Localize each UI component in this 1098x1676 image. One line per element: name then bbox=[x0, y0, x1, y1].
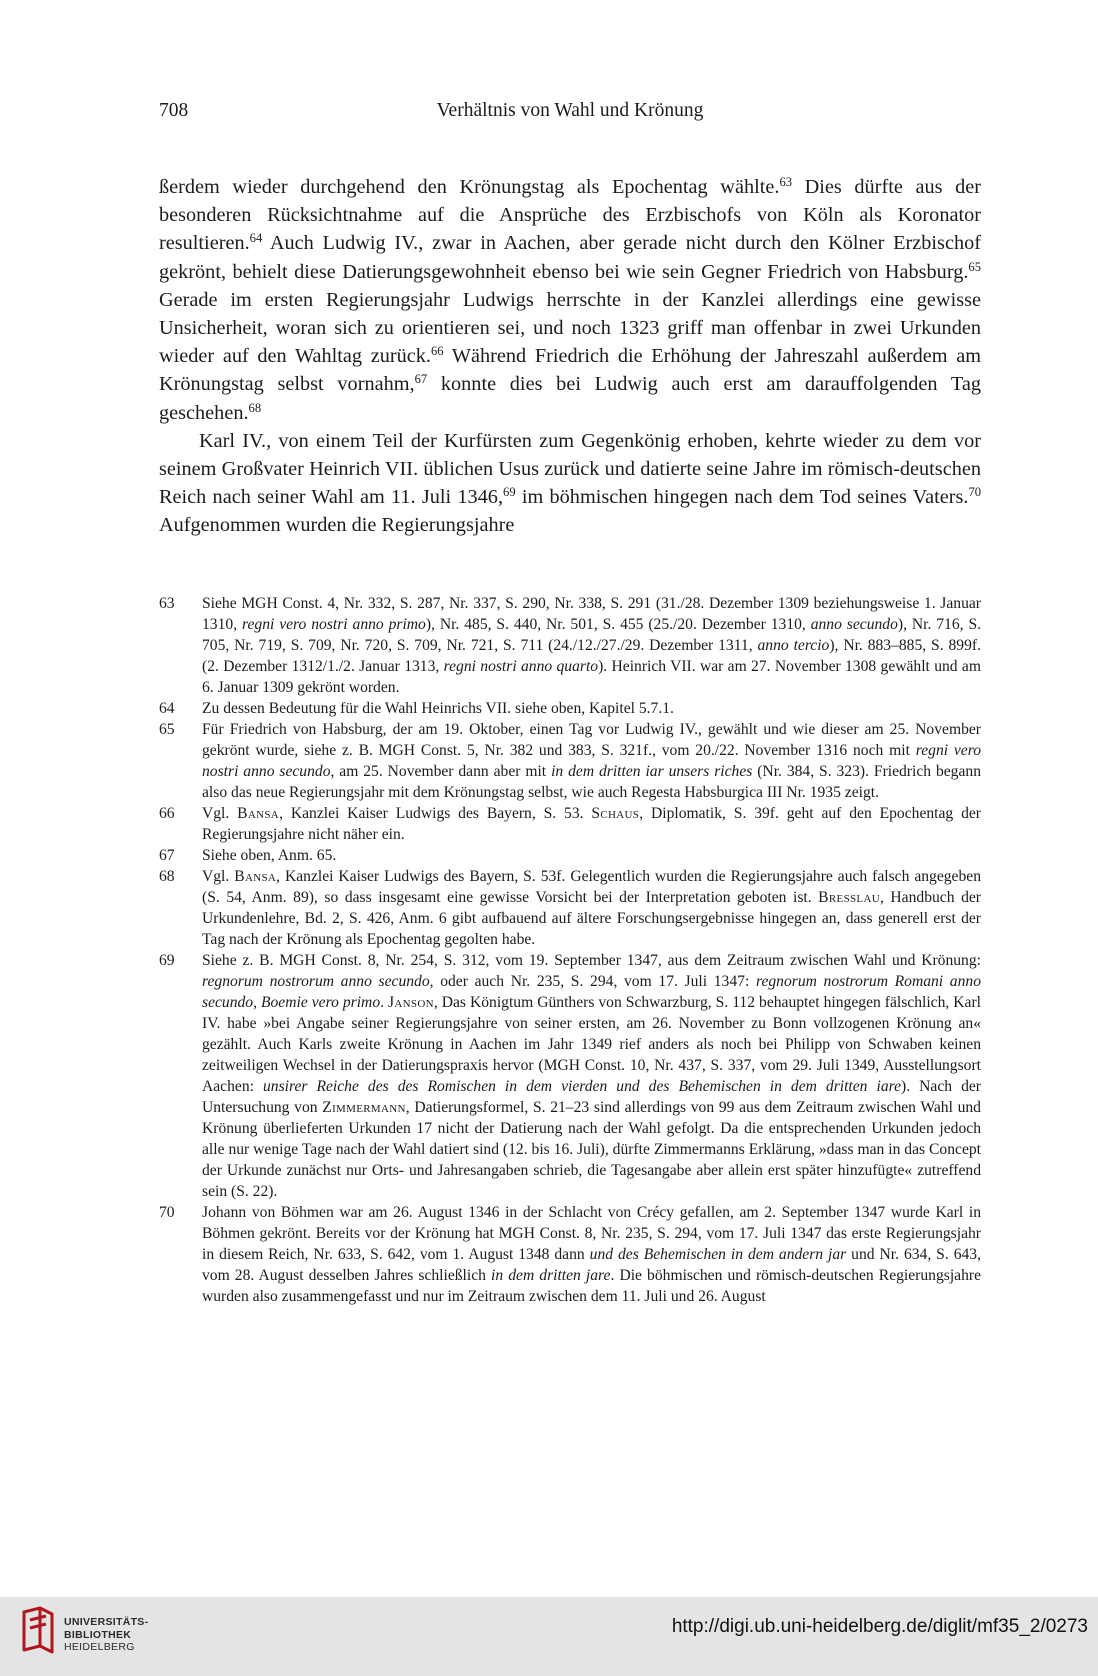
author-name: Bansa bbox=[234, 868, 277, 885]
footnote-70: 70 Johann von Böhmen war am 26. August 1346 in der Schlacht von Crécy gefallen, am 2. September 1347 wurde Karl in Böhmen gekrönt. Bereits vor der Krönung hat MGH Const. 8, Nr. 235, S. 294, vom 17. Juli 1347 das erste Regierungsjahr in diesem Reich, Nr. 633, S. 642, vom 1. August 1348 dann und des Behemischen in dem andern jar und Nr. 634, S. 643, vom 28. August desselben Jahres schließlich in dem dritten jare. Die böhmischen und römisch-deutschen Regierungsjahre wurden also zusammengefasst und nur im Zeitraum zwischen dem 11. Juli und 26. August bbox=[159, 1204, 981, 1305]
footnote-69: 69 Siehe z. B. MGH Const. 8, Nr. 254, S. 312, vom 19. September 1347, aus dem Zeitraum zwischen Wahl und Krönung: regnorum nostrorum anno secundo, oder auch Nr. 235, S. 294, vom 17. Juli 1347: regnorum nostrorum Romani anno secundo, Boemie vero primo. Janson, Das Königtum Günthers von Schwarzburg, S. 112 behauptet hingegen fälschlich, Karl IV. habe »bei Angabe seiner Regierungsjahre von seiner ersten, am 26. November zu Bonn vollzogenen Krönung an« gezählt. Auch Karls zweite Krönung in Aachen im Jahr 1349 rief anders als noch bei Philipp von Schwaben keinen zeitweiligen Wechsel in der Datierungspraxis hervor (MGH Const. 10, Nr. 437, S. 337, vom 29. Juli 1349, Ausstellungsort Aachen: unsirer Reiche des des Romischen in dem vierden und des Behemischen in dem dritten iare). Nach der Untersuchung von Zimmermann, Datierungsformel, S. 21–23 sind allerdings von 99 aus dem Zeitraum zwischen Wahl und Krönung überlieferten Urkunden 17 nicht der Datierung nach der Wahl gefolgt. Da die entsprechenden Urkunden jedoch alle nur wenige Tage nach der Wahl datiert sind (12. bis 16. Juli), dürfte Zimmermanns Erklärung, »dass man in das Concept der Urkunde zunächst nur Orts- und Jahresangaben schrieb, die Tagesangabe aber allein erst später hinzufügte« zutreffend sein (S. 22). bbox=[159, 952, 981, 1200]
footnote-number: 63 bbox=[159, 595, 175, 612]
author-name: Janson bbox=[388, 994, 434, 1011]
footnote-number: 67 bbox=[159, 847, 175, 864]
footnote-67: 67 Siehe oben, Anm. 65. bbox=[159, 847, 337, 864]
footnote-ref-65[interactable]: 65 bbox=[968, 259, 981, 274]
source-url-link[interactable]: http://digi.ub.uni-heidelberg.de/diglit/mf35_2/0273 bbox=[671, 1616, 1088, 1637]
footnote-number: 65 bbox=[159, 721, 175, 738]
footnote-number: 68 bbox=[159, 868, 175, 885]
university-library-logo-icon bbox=[18, 1606, 58, 1654]
paragraph-1: ßerdem wieder durchgehend den Krönungstag als Epochentag wählte.$^{63}$ Dies dürfte aus der besonderen Rücksichtnahme auf die Ansprüche des Erzbischofs von Köln als Koronator resultieren.$^{64}$ Auch Ludwig IV., zwar in Aachen, aber gerade nicht durch den Kölner Erzbischof gekrönt, behielt diese Datierungsgewohnheit ebenso bei wie sein Gegner Friedrich von Habsburg.$^{65}$ Gerade im ersten Regierungsjahr Ludwigs herrschte in der Kanzlei allerdings eine gewisse Unsicherheit, woran sich zu orientieren sei, und noch 1323 griff man offenbar in zwei Urkunden wieder auf den Wahltag zurück.$^{66}$ Während Friedrich die Erhöhung der Jahreszahl außerdem am Krönungstag selbst vornahm,$^{67}$ konnte dies bei Ludwig auch erst am darauffolgenden Tag geschehen.$^{68}$ bbox=[159, 175, 981, 424]
footnote-number: 64 bbox=[159, 700, 175, 717]
footnote-ref-68[interactable]: 68 bbox=[248, 400, 262, 415]
author-name: Bansa bbox=[237, 805, 280, 822]
footnote-65: 65 Für Friedrich von Habsburg, der am 19. Oktober, einen Tag vor Ludwig IV., gewählt und wie dieser am 25. November gekrönt wurde, siehe z. B. MGH Const. 5, Nr. 382 und 383, S. 321f., vom 20./22. November 1316 noch mit regni vero nostri anno secundo, am 25. November dann aber mit in dem dritten iar unsers riches (Nr. 384, S. 323). Friedrich begann also das neue Regierungsjahr mit dem Krönungstag selbst, wie auch Regesta Habsburgica III Nr. 1935 zeigt. bbox=[159, 721, 982, 801]
footnote-ref-63[interactable]: 63 bbox=[779, 175, 793, 190]
running-title: Verhältnis von Wahl und Krönung bbox=[436, 100, 704, 121]
footnote-68: 68 Vgl. Bansa, Kanzlei Kaiser Ludwigs des Bayern, S. 53f. Gelegentlich wurden die Regierungsjahre auch falsch angegeben (S. 54, Anm. 89), so dass insgesamt eine gewisse Vorsicht bei der Interpretation geboten ist. Bresslau, Handbuch der Urkundenlehre, Bd. 2, S. 426, Anm. 6 gibt aufbauend auf ältere Forschungsergebnisse hingegen an, dass generell erst der Tag nach der Krönung als Epochentag gegolten habe. bbox=[159, 868, 981, 948]
page-header bbox=[159, 100, 981, 130]
author-name: Bresslau bbox=[818, 889, 880, 906]
footnote-ref-67[interactable]: 67 bbox=[414, 372, 428, 387]
footnote-ref-70[interactable]: 70 bbox=[968, 485, 982, 500]
footnote-64: 64 Zu dessen Bedeutung für die Wahl Heinrichs VII. siehe oben, Kapitel 5.7.1. bbox=[159, 700, 674, 717]
paragraph-2: Karl IV., von einem Teil der Kurfürsten zum Gegenkönig erhoben, kehrte wieder zu dem vor seinem Großvater Heinrich VII. üblichen Usus zurück und datierte seine Jahre im römisch-deutschen Reich nach seiner Wahl am 11. Juli 1346,69 im böhmischen hingegen nach dem Tod seines Vaters.$^{70}$ Aufgenommen wurden die Regierungsjahre bbox=[159, 429, 982, 537]
footnote-ref-69[interactable]: 69 bbox=[503, 485, 516, 500]
footnote-number: 70 bbox=[159, 1204, 175, 1221]
page-number: 708 bbox=[159, 100, 189, 121]
footnote-ref-64[interactable]: 64 bbox=[249, 231, 263, 246]
author-name: Zimmermann bbox=[322, 1099, 406, 1116]
footer-bar bbox=[0, 1597, 1098, 1676]
footnotes bbox=[159, 593, 981, 1307]
footnote-number: 66 bbox=[159, 805, 175, 822]
footnote-ref-66[interactable]: 66 bbox=[430, 344, 444, 359]
footnote-63: 63 Siehe MGH Const. 4, Nr. 332, S. 287, Nr. 337, S. 290, Nr. 338, S. 291 (31./28. Dezember 1309 beziehungsweise 1. Januar 1310, regni vero nostri anno primo), Nr. 485, S. 440, Nr. 501, S. 455 (25./20. Dezember 1310, anno secundo), Nr. 716, S. 705, Nr. 719, S. 709, Nr. 720, S. 709, Nr. 721, S. 711 (24./12./27./29. Dezember 1311, anno tercio), Nr. 883–885, S. 899f. (2. Dezember 1312/1./2. Januar 1313, regni nostri anno quarto). Heinrich VII. war am 27. November 1308 gewählt und am 6. Januar 1309 gekrönt worden. bbox=[159, 595, 982, 696]
footnote-66: 66 Vgl. Bansa, Kanzlei Kaiser Ludwigs des Bayern, S. 53. Schaus, Diplomatik, S. 39f. geht auf den Epochentag der Regierungsjahre nicht näher ein. bbox=[159, 805, 981, 843]
author-name: Schaus bbox=[591, 805, 640, 822]
main-text bbox=[159, 173, 981, 540]
footnote-number: 69 bbox=[159, 952, 175, 969]
library-name: UNIVERSITÄTS- BIBLIOTHEK HEIDELBERG bbox=[64, 1616, 149, 1653]
